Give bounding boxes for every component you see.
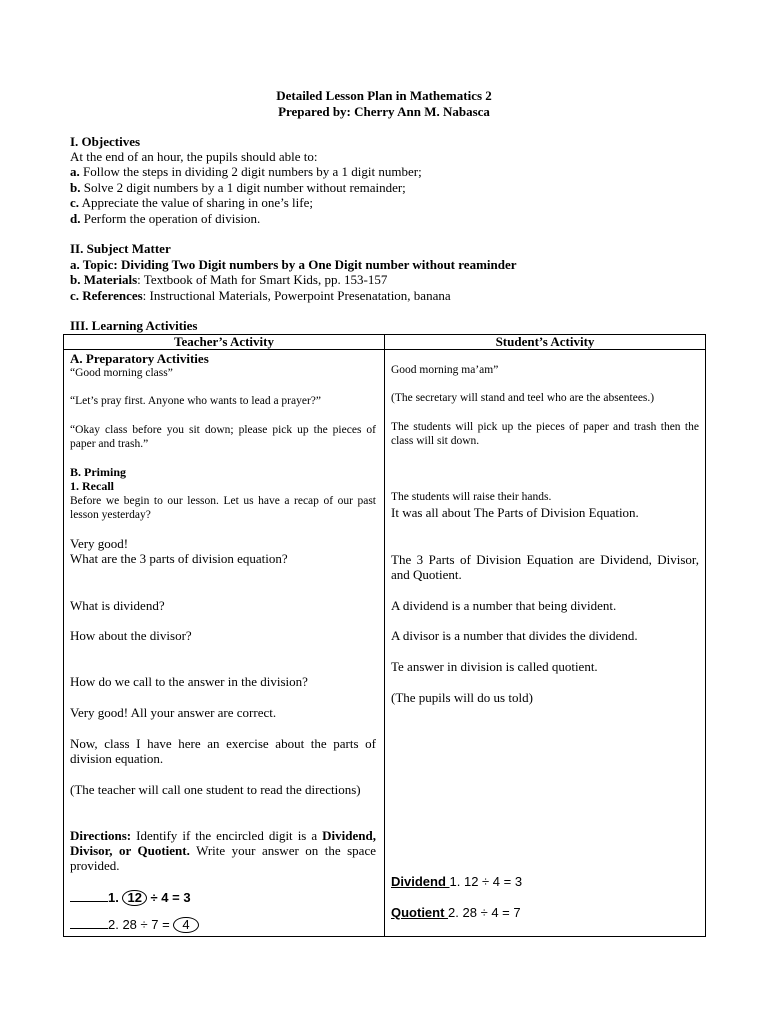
- activities-table: [63, 334, 706, 937]
- exercise-1-rest: ÷ 4 = 3: [146, 890, 191, 905]
- answer-blank: [70, 889, 108, 902]
- teacher-activity-cell: [64, 350, 385, 937]
- teacher-exercise: Now, class I have here an exercise about the parts of division equation.: [70, 736, 376, 766]
- answer-2-rest: 2. 28 ÷ 4 = 7: [448, 905, 521, 920]
- exercise-2-prefix: 2. 28 ÷ 7 =: [108, 917, 174, 932]
- recall-heading: 1. Recall: [70, 479, 114, 493]
- objective-a: [70, 164, 422, 180]
- student-told: (The pupils will do us told): [391, 690, 533, 705]
- exercise-item-1: [70, 889, 191, 906]
- objective-letter: d.: [70, 211, 81, 226]
- teacher-recap: Before we begin to our lesson. Let us have a recap of our past lesson yesterday?: [70, 495, 376, 521]
- student-divisor: A divisor is a number that divides the dividend.: [391, 628, 638, 643]
- objective-c: [70, 195, 313, 211]
- answer-blank: [70, 916, 108, 929]
- answer-1-rest: 1. 12 ÷ 4 = 3: [449, 874, 523, 889]
- objective-d: [70, 211, 260, 227]
- teacher-activity-header: Teacher’s Activity: [64, 335, 385, 350]
- teacher-pickup: “Okay class before you sit down; please pick up the pieces of paper and trash.”: [70, 424, 376, 450]
- student-greeting: Good morning ma’am”: [391, 364, 499, 376]
- references-value: : Instructional Materials, Powerpoint Presenatation, banana: [142, 288, 451, 303]
- objectives-heading: I. Objectives: [70, 134, 141, 149]
- objectives-intro: At the end of an hour, the pupils should able to:: [70, 149, 318, 164]
- objective-text: Follow the steps in dividing 2 digit numbers by a 1 digit number;: [79, 164, 422, 179]
- teacher-very-good: Very good!: [70, 536, 129, 551]
- priming-heading: B. Priming: [70, 465, 126, 479]
- materials-line: [70, 272, 387, 288]
- table-body-row: [64, 350, 706, 937]
- objective-text: Solve 2 digit numbers by a 1 digit number without remainder;: [80, 180, 406, 195]
- teacher-divisor-question: How about the divisor?: [70, 628, 192, 643]
- teacher-all-correct: Very good! All your answer are correct.: [70, 705, 277, 720]
- objective-letter: a.: [70, 164, 80, 179]
- exercise-1-prefix: 1.: [108, 890, 123, 905]
- references-label: c. References: [70, 288, 143, 303]
- directions-label: Directions:: [70, 828, 132, 843]
- teacher-dividend-question: What is dividend?: [70, 598, 165, 613]
- encircled-digit: 12: [122, 890, 146, 906]
- exercise-item-2: [70, 916, 199, 933]
- objective-b: [70, 180, 406, 196]
- teacher-three-parts: What are the 3 parts of division equation?: [70, 551, 288, 566]
- objective-letter: c.: [70, 195, 80, 210]
- teacher-greeting: “Good morning class”: [70, 367, 173, 379]
- student-pickup: The students will pick up the pieces of paper and trash then the class will sit down.: [391, 421, 699, 447]
- student-parts-answer: It was all about The Parts of Division Equation.: [391, 505, 639, 520]
- teacher-prayer: “Let’s pray first. Anyone who wants to lead a prayer?”: [70, 395, 321, 407]
- objective-text: Perform the operation of division.: [80, 211, 261, 226]
- teacher-call-student: (The teacher will call one student to read the directions): [70, 782, 361, 797]
- materials-label: b. Materials: [70, 272, 138, 287]
- answer-2-label: Quotient: [391, 905, 449, 920]
- student-quotient: Te answer in division is called quotient.: [391, 659, 598, 674]
- student-activity-header: Student’s Activity: [385, 335, 706, 350]
- topic-line: [70, 257, 517, 273]
- materials-value: : Textbook of Math for Smart Kids, pp. 153-157: [137, 272, 388, 287]
- student-raise-hands: The students will raise their hands.: [391, 491, 552, 503]
- topic-value: Dividing Two Digit numbers by a One Digit number without reaminder: [117, 257, 517, 272]
- objective-letter: b.: [70, 180, 81, 195]
- preparatory-heading: A. Preparatory Activities: [70, 351, 209, 366]
- encircled-digit: 4: [173, 917, 198, 933]
- topic-label: a. Topic:: [70, 257, 118, 272]
- directions-part-2: Write your answer on the space provided.: [70, 843, 376, 873]
- learning-activities-heading: III. Learning Activities: [70, 318, 198, 333]
- prepared-by: Prepared by: Cherry Ann M. Nabasca: [278, 104, 490, 119]
- student-activity-cell: [385, 350, 706, 937]
- student-answer-2: [391, 905, 521, 920]
- table-header-row: [64, 335, 706, 350]
- document-title: Detailed Lesson Plan in Mathematics 2: [276, 88, 492, 103]
- subject-matter-heading: II. Subject Matter: [70, 241, 171, 256]
- student-dividend: A dividend is a number that being divident.: [391, 598, 617, 613]
- student-answer-1: [391, 874, 522, 889]
- teacher-answer-question: How do we call to the answer in the division?: [70, 674, 308, 689]
- directions-bold: Dividend, Divisor, or Quotient.: [70, 828, 376, 858]
- directions-part-1: Identify if the encircled digit is a: [131, 828, 323, 843]
- student-three-parts: The 3 Parts of Division Equation are Dividend, Divisor, and Quotient.: [391, 552, 699, 582]
- answer-1-label: Dividend: [391, 874, 450, 889]
- student-secretary: (The secretary will stand and teel who are the absentees.): [391, 392, 655, 404]
- objective-text: Appreciate the value of sharing in one’s life;: [79, 195, 313, 210]
- references-line: [70, 288, 451, 304]
- directions-text: [70, 828, 376, 873]
